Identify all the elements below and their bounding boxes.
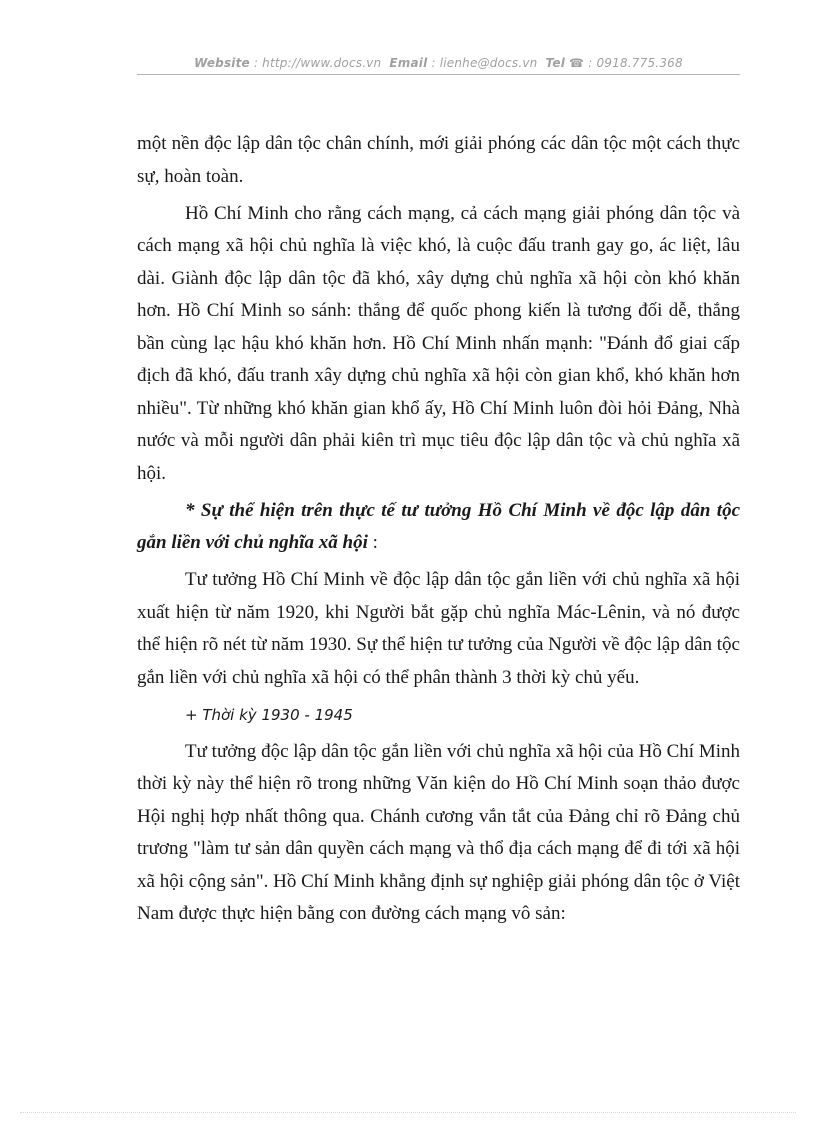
paragraph-period-1930-1945: Tư tưởng độc lập dân tộc gắn liền với chủ nghĩa xã hội của Hồ Chí Minh thời kỳ này thể hiện rõ trong những Văn kiện do Hồ Chí Minh soạn thảo được Hội nghị hợp nhất thông qua. Chánh cương vắn tắt của Đảng chỉ rõ Đảng chủ trương "làm tư sản dân quyền cách mạng và thổ địa cách mạng để đi tới xã hội xã hội cộng sản". Hồ Chí Minh khẳng định sự nghiệp giải phóng dân tộc ở Việt Nam được thực hiện bằng con đường cách mạng vô sản: (137, 740, 740, 924)
period-subheading: + Thời kỳ 1930 - 1945 (185, 705, 353, 724)
header-divider (137, 74, 740, 75)
paragraph-ideology-origin: Tư tưởng Hồ Chí Minh về độc lập dân tộc gắn liền với chủ nghĩa xã hội xuất hiện từ năm 1920, khi Người bắt gặp chủ nghĩa Mác-Lênin, và nó được thể hiện rõ nét từ năm 1930. Sự thể hiện tư tưởng của Người về độc lập dân tộc gắn liền với chủ nghĩa xã hội có thể phân thành 3 thời kỳ chủ yếu. (137, 569, 740, 688)
tel-label: Tel (545, 56, 566, 70)
email-label: Email (389, 56, 428, 70)
page-header (137, 56, 740, 70)
email-value: : lienhe@docs.vn (431, 56, 538, 70)
document-body (137, 128, 740, 935)
section-heading-text: * Sự thể hiện trên thực tế tư tưởng Hồ Chí Minh về độc lập dân tộc gắn liền với chủ nghĩa xã hội (137, 499, 740, 553)
website-label: Website (194, 56, 250, 70)
paragraph-continuation: một nền độc lập dân tộc chân chính, mới giải phóng các dân tộc một cách thực sự, hoàn toàn. (137, 133, 740, 187)
website-value: : http://www.docs.vn (253, 56, 382, 70)
section-heading-colon: : (367, 532, 378, 553)
section-heading (137, 495, 740, 560)
paragraph-revolution-difficulty: Hồ Chí Minh cho rằng cách mạng, cả cách mạng giải phóng dân tộc và cách mạng xã hội chủ nghĩa là việc khó, là cuộc đấu tranh gay go, ác liệt, lâu dài. Giành độc lập dân tộc đã khó, xây dựng chủ nghĩa xã hội còn khó khăn hơn. Hồ Chí Minh so sánh: thắng để quốc phong kiến là tương đối dễ, thắng bần cùng lạc hậu khó khăn hơn. Hồ Chí Minh nhấn mạnh: "Đánh đổ giai cấp địch đã khó, đấu tranh xây dựng chủ nghĩa xã hội còn gian khổ, khó khăn hơn nhiều". Từ những khó khăn gian khổ ấy, Hồ Chí Minh luôn đòi hỏi Đảng, Nhà nước và mỗi người dân phải kiên trì mục tiêu độc lập dân tộc và chủ nghĩa xã hội. (137, 202, 740, 484)
tel-value: ☎ : 0918.775.368 (569, 56, 683, 70)
page-bottom-border (20, 1112, 796, 1113)
